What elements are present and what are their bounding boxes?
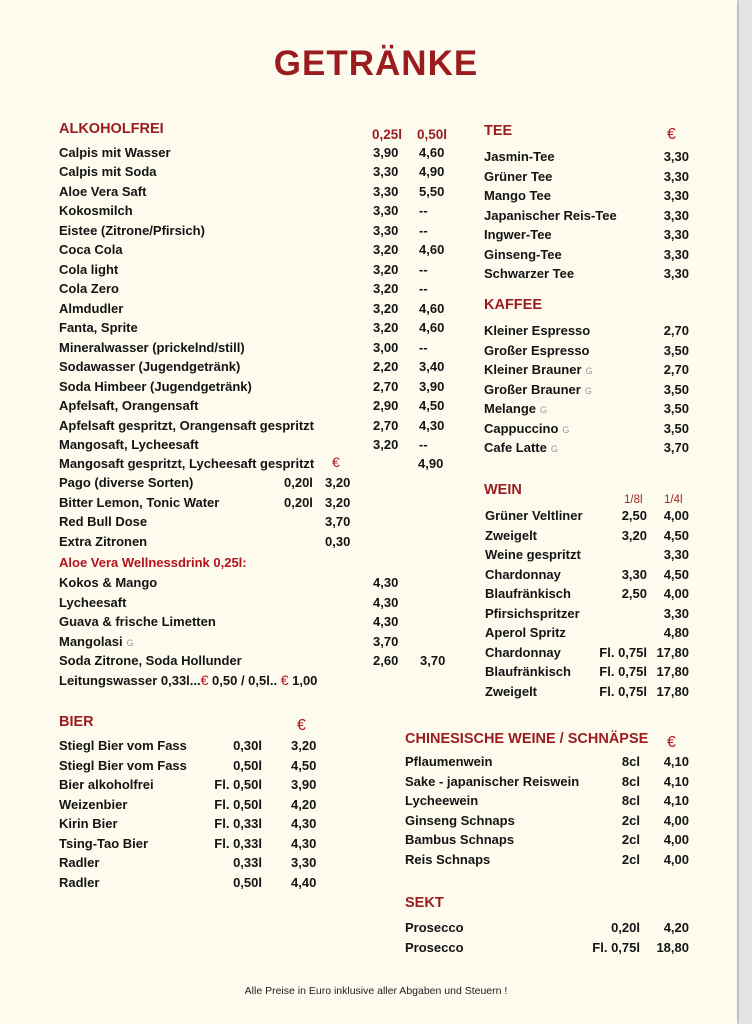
item-price: 4,60: [419, 300, 445, 316]
list-item: [405, 754, 689, 773]
item-size: Fl. 0,33l: [214, 835, 262, 851]
item-name: Großer Espresso: [484, 342, 590, 358]
list-item: [485, 528, 689, 547]
item-name: Grüner Veltliner: [485, 508, 583, 523]
item-price: 3,20: [621, 527, 647, 543]
item-name: Calpis mit Soda: [59, 164, 157, 180]
item-name: Cola Zero: [59, 281, 119, 297]
scrollbar-track[interactable]: [739, 0, 752, 1024]
item-size: 0,20l: [611, 920, 640, 935]
item-name: Mango Tee: [484, 188, 551, 203]
section-header-sekt: SEKT: [405, 895, 444, 911]
item-name: Bitter Lemon, Tonic Water: [59, 494, 220, 510]
item-name: Ginseng-Tee: [484, 246, 562, 262]
item-name: Soda Zitrone, Soda Hollunder: [59, 653, 242, 668]
item-size: Fl. 0,50l: [214, 777, 262, 792]
item-price: 3,20: [373, 320, 399, 336]
page-title: GETRÄNKE: [273, 44, 479, 83]
item-price: 1,00: [288, 673, 318, 688]
item-price: 4,10: [663, 773, 689, 789]
item-size: 0,50l: [233, 757, 262, 773]
euro-sign: €: [667, 126, 676, 143]
item-name: Lycheesaft: [59, 594, 127, 610]
item-name: Jasmin-Tee: [484, 149, 555, 164]
item-name: Bier alkoholfrei: [59, 777, 154, 792]
g-mark: G: [585, 366, 593, 376]
item-name: Bambus Schnaps: [405, 832, 515, 847]
item-name: Kirin Bier: [59, 816, 118, 831]
item-name: Kokos & Mango: [59, 575, 158, 590]
list-item: [59, 514, 359, 533]
item-price: 3,00: [373, 339, 399, 355]
item-price: 17,80: [656, 683, 689, 699]
list-item: [484, 401, 689, 420]
euro-sign: €: [297, 717, 306, 734]
list-item: [59, 223, 459, 242]
list-item: [405, 813, 689, 832]
list-item: [59, 379, 459, 398]
item-name: Ingwer-Tee: [484, 227, 552, 242]
item-price: 4,00: [663, 508, 689, 523]
item-price: 18,80: [656, 939, 689, 955]
section-header-wein: WEIN: [484, 482, 522, 498]
column-size-025: 0,25l: [372, 127, 403, 142]
item-price: --: [419, 437, 428, 453]
list-item: [484, 149, 689, 168]
item-price: 4,50: [419, 398, 445, 414]
column-size-050: 0,50l: [417, 127, 448, 142]
item-name: Guava & frische Limetten: [59, 614, 216, 629]
item-price: 3,50: [663, 420, 689, 436]
list-item: [59, 495, 359, 514]
item-price: 17,80: [656, 664, 689, 679]
list-item: [59, 164, 459, 183]
list-item: [59, 816, 319, 835]
aloe-vera-header: Aloe Vera Wellnessdrink 0,25l:: [59, 555, 247, 570]
list-item: [59, 575, 459, 594]
list-item: [405, 852, 689, 871]
g-mark: G: [584, 385, 592, 396]
section-header-tee: TEE: [484, 123, 513, 139]
item-name: Pago (diverse Sorten): [59, 475, 194, 490]
item-name: Prosecco: [405, 939, 464, 955]
list-item: [405, 940, 689, 959]
item-price: 4,60: [419, 320, 445, 336]
list-item: [485, 586, 689, 605]
list-item: [59, 301, 459, 320]
item-price: 2,50: [621, 586, 647, 601]
item-price: 3,20: [373, 281, 399, 297]
item-price: 4,00: [663, 851, 689, 867]
item-price: 4,30: [419, 417, 445, 433]
item-price: 3,30: [663, 149, 689, 164]
item-name: Almdudler: [59, 300, 124, 316]
item-price: 3,30: [663, 188, 689, 203]
item-size: 0,20l: [284, 475, 313, 490]
item-name: Apfelsaft, Orangensaft: [59, 398, 199, 414]
item-price: 3,30: [373, 203, 399, 219]
item-size: 0,50l: [233, 874, 262, 890]
item-price: 2,20: [373, 359, 399, 375]
item-name: Großer Brauner: [484, 381, 581, 397]
item-price: 3,20: [373, 437, 399, 453]
list-item: [59, 398, 459, 417]
item-price: 4,50: [663, 527, 689, 543]
item-price: 2,50: [621, 508, 647, 523]
item-name-wrap: [484, 421, 569, 436]
column-size-eighth: 1/8l: [624, 494, 643, 506]
list-item: [484, 343, 689, 362]
item-price: Fl. 0,75l: [599, 683, 647, 699]
list-item: [59, 340, 459, 359]
euro-sign: €: [332, 454, 340, 470]
item-name: Cappuccino: [484, 420, 559, 436]
item-name: Kokosmilch: [59, 203, 133, 219]
list-item: [59, 262, 459, 281]
list-item: [59, 359, 459, 378]
item-name: Apfelsaft gespritzt, Orangensaft gespritzt: [59, 417, 314, 433]
item-name-wrap: [484, 401, 547, 416]
item-name: Weine gespritzt: [485, 547, 581, 562]
item-price: 3,30: [291, 855, 317, 870]
item-size: 8cl: [621, 773, 640, 789]
section-header-kaffee: KAFFEE: [484, 297, 542, 313]
item-price: 3,70: [373, 633, 399, 649]
item-price: 3,70: [325, 514, 351, 529]
item-price: 3,30: [663, 547, 689, 562]
list-item: [59, 855, 319, 874]
item-name: Chardonnay: [485, 566, 561, 582]
item-name: Zweigelt: [485, 527, 538, 543]
item-price: 4,00: [663, 586, 689, 601]
item-price: 3,30: [663, 605, 689, 621]
item-name: Chardonnay: [485, 644, 561, 660]
item-price: 4,50: [291, 757, 317, 773]
item-price: 17,80: [656, 644, 689, 660]
item-price: 2,70: [663, 323, 689, 338]
item-price: 2,70: [663, 362, 689, 377]
item-size: 0,20l: [284, 494, 313, 510]
item-price: 4,40: [291, 874, 317, 890]
list-item: [59, 456, 459, 475]
item-name: Grüner Tee: [484, 168, 553, 184]
item-price: --: [419, 339, 428, 355]
item-price: 4,00: [663, 812, 689, 828]
item-name: Reis Schnaps: [405, 851, 491, 867]
item-price: 4,60: [419, 145, 445, 160]
list-item: [405, 832, 689, 851]
item-price: 3,20: [373, 261, 399, 277]
list-item: [484, 440, 689, 459]
item-price: 3,90: [419, 378, 445, 394]
list-item: [484, 169, 689, 188]
item-price: 3,40: [419, 359, 445, 375]
item-price: 3,30: [663, 207, 689, 223]
list-item: [59, 836, 319, 855]
list-item: [484, 208, 689, 227]
item-price: 0,30: [325, 533, 351, 549]
list-item: [485, 508, 689, 527]
g-mark: G: [562, 424, 570, 435]
item-name: Stiegl Bier vom Fass: [59, 757, 187, 773]
item-name: Ginseng Schnaps: [405, 812, 515, 828]
list-item: [485, 625, 689, 644]
item-size: Fl. 0,33l: [214, 816, 262, 831]
item-price: --: [419, 281, 428, 297]
item-price: 4,20: [663, 920, 689, 935]
list-item: [59, 242, 459, 261]
item-price: 2,70: [373, 378, 399, 394]
g-mark: G: [540, 405, 548, 415]
item-size: 2cl: [621, 851, 640, 867]
list-item: [59, 145, 459, 164]
item-price: 4,30: [291, 835, 317, 851]
section-header-bier: BIER: [59, 714, 94, 730]
item-price: 4,00: [663, 832, 689, 847]
item-name: Japanischer Reis-Tee: [484, 207, 617, 223]
item-price: 3,20: [373, 300, 399, 316]
list-item: [59, 418, 459, 437]
item-name: Blaufränkisch: [485, 664, 571, 679]
item-price: 2,70: [373, 417, 399, 433]
g-mark: G: [550, 444, 558, 454]
item-name: Mangolasi: [59, 633, 123, 649]
list-item: [59, 203, 459, 222]
item-price: Fl. 0,75l: [599, 664, 647, 679]
item-name: Eistee (Zitrone/Pfirsich): [59, 222, 205, 238]
item-price: 3,20: [325, 494, 351, 510]
list-item: [405, 774, 689, 793]
item-name: Mangosaft gespritzt, Lycheesaft gespritzt: [59, 456, 315, 471]
item-price: 3,70: [420, 653, 446, 668]
item-price: 3,30: [373, 164, 399, 180]
list-item: [59, 320, 459, 339]
item-price: 3,30: [663, 227, 689, 242]
list-item: [59, 475, 359, 494]
item-price: 2,60: [373, 653, 399, 668]
item-name: Fanta, Sprite: [59, 320, 138, 336]
list-item: [485, 664, 689, 683]
item-size: 0,30l: [233, 738, 262, 753]
list-item: [59, 738, 319, 757]
list-item: [484, 188, 689, 207]
item-name-wrap: [484, 362, 593, 377]
item-price: 0,50 / 0,5l..: [208, 673, 281, 688]
item-name: Cafe Latte: [484, 440, 547, 455]
list-item: [59, 777, 319, 796]
list-item: [59, 595, 459, 614]
item-price: 4,60: [419, 242, 445, 258]
euro-sign: €: [667, 734, 676, 751]
item-name-wrap: [59, 634, 134, 649]
item-price: 3,30: [663, 246, 689, 262]
section-header-chinesisch: CHINESISCHE WEINE / SCHNÄPSE: [405, 731, 649, 747]
list-item: [59, 534, 359, 553]
list-item: [59, 797, 319, 816]
item-price: 4,80: [663, 625, 689, 640]
list-item: [59, 184, 459, 203]
list-item: [59, 653, 459, 672]
list-item: [484, 421, 689, 440]
item-name: Coca Cola: [59, 242, 123, 258]
item-size: Fl. 0,75l: [592, 939, 640, 955]
list-item: [59, 614, 459, 633]
item-name: Lycheewein: [405, 793, 479, 808]
item-price: --: [419, 203, 428, 219]
item-price: 3,50: [663, 342, 689, 358]
item-price: 4,50: [663, 566, 689, 582]
item-price: Fl. 0,75l: [599, 644, 647, 660]
list-item: [405, 793, 689, 812]
item-price: 3,30: [373, 222, 399, 238]
item-price: 3,20: [325, 475, 351, 490]
item-name: Blaufränkisch: [485, 586, 571, 601]
item-name: Tsing-Tao Bier: [59, 835, 149, 851]
list-item: [485, 645, 689, 664]
item-name: Radler: [59, 874, 100, 890]
item-price: 3,50: [663, 401, 689, 416]
item-size: 8cl: [621, 793, 640, 808]
item-name: Prosecco: [405, 920, 464, 935]
item-name: Mineralwasser (prickelnd/still): [59, 339, 245, 355]
item-name: Leitungswasser 0,33l...: [59, 673, 201, 688]
item-name: Cola light: [59, 261, 119, 277]
item-name: Pfirsichspritzer: [485, 605, 580, 621]
list-item: [59, 875, 319, 894]
item-name-wrap: [484, 382, 592, 397]
item-size: 0,33l: [233, 855, 262, 870]
item-size: 8cl: [621, 754, 640, 769]
item-price: 3,20: [291, 738, 317, 753]
item-name: Kleiner Espresso: [484, 323, 591, 338]
item-price: 3,30: [663, 168, 689, 184]
item-price: 4,90: [418, 456, 444, 471]
item-price: 3,20: [373, 242, 399, 258]
list-item: [485, 606, 689, 625]
footer-note: Alle Preise in Euro inklusive aller Abgaben und Steuern !: [244, 985, 508, 997]
item-price: 4,30: [373, 575, 399, 590]
list-item: [59, 758, 319, 777]
list-item: [484, 362, 689, 381]
item-size: 2cl: [621, 832, 640, 847]
item-price: 4,20: [291, 796, 317, 812]
list-item: [485, 684, 689, 703]
list-item: [484, 382, 689, 401]
item-price: 4,30: [291, 816, 317, 831]
item-name-wrap: [484, 440, 558, 455]
item-name: Red Bull Dose: [59, 514, 148, 529]
item-price: 3,90: [373, 145, 399, 160]
item-price: 3,90: [291, 777, 317, 792]
list-item: [59, 281, 459, 300]
g-mark: G: [126, 637, 134, 648]
item-size: Fl. 0,50l: [214, 796, 262, 812]
section-header-alkoholfrei: ALKOHOLFREI: [59, 121, 164, 137]
item-price: 4,30: [373, 614, 399, 629]
item-price: 3,30: [663, 266, 689, 281]
list-item: [405, 920, 689, 939]
item-name: Weizenbier: [59, 796, 128, 812]
list-item: [485, 567, 689, 586]
list-item: [484, 247, 689, 266]
item-price: --: [419, 222, 428, 238]
item-price: 2,90: [373, 398, 399, 414]
item-price: 4,10: [663, 754, 689, 769]
column-size-quarter: 1/4l: [664, 494, 683, 506]
item-price: 3,30: [373, 183, 399, 199]
item-name: Soda Himbeer (Jugendgetränk): [59, 378, 252, 394]
item-name: Kleiner Brauner: [484, 362, 582, 377]
item-name: Pflaumenwein: [405, 754, 493, 769]
item-name: Radler: [59, 855, 100, 870]
item-name: Schwarzer Tee: [484, 266, 575, 281]
item-name: Aperol Spritz: [485, 625, 566, 640]
item-price: 3,70: [663, 440, 689, 455]
list-item: [484, 266, 689, 285]
list-item: [484, 227, 689, 246]
item-name: Zweigelt: [485, 683, 538, 699]
euro-sign: €: [280, 672, 289, 688]
euro-sign: €: [200, 672, 209, 688]
item-name: Extra Zitronen: [59, 533, 148, 549]
leitungswasser-line: [59, 672, 317, 688]
item-price: 3,50: [663, 381, 689, 397]
item-name: Calpis mit Wasser: [59, 145, 171, 160]
item-name: Sake - japanischer Reiswein: [405, 773, 580, 789]
list-item: [484, 323, 689, 342]
item-name: Aloe Vera Saft: [59, 183, 147, 199]
item-size: 2cl: [621, 812, 640, 828]
item-price: 4,10: [663, 793, 689, 808]
item-name: Stiegl Bier vom Fass: [59, 738, 187, 753]
item-price: 4,30: [373, 594, 399, 610]
item-price: 5,50: [419, 183, 445, 199]
list-item: [485, 547, 689, 566]
item-price: --: [419, 261, 428, 277]
item-price: 4,90: [419, 164, 445, 180]
item-name: Sodawasser (Jugendgetränk): [59, 359, 241, 375]
list-item: [59, 437, 459, 456]
item-name: Melange: [484, 401, 537, 416]
item-name: Mangosaft, Lycheesaft: [59, 437, 199, 453]
list-item: [59, 634, 459, 653]
item-price: 3,30: [621, 566, 647, 582]
